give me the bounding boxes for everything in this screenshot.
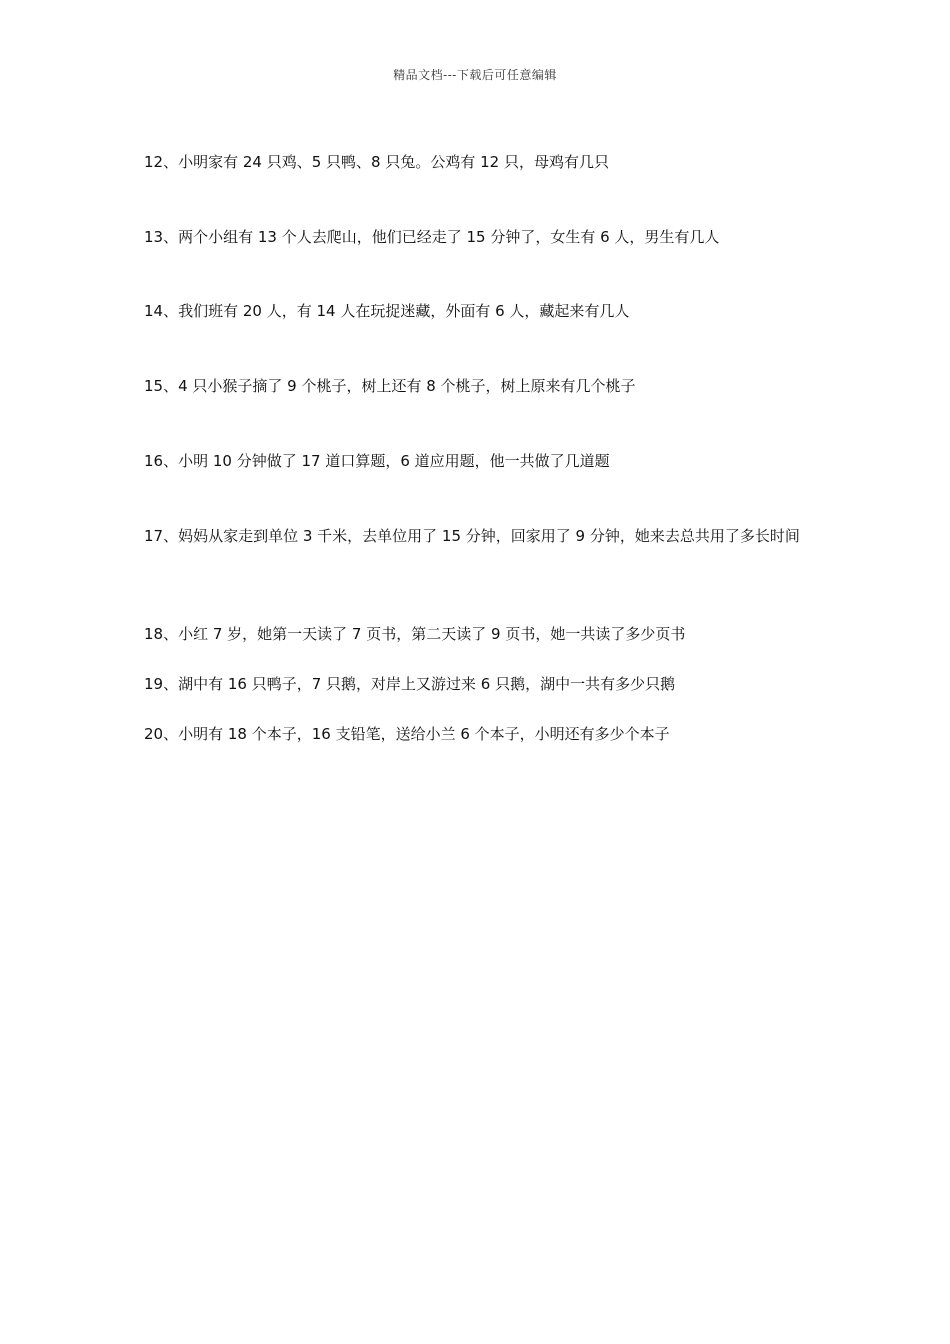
question-13: 13、两个小组有 13 个人去爬山，他们已经走了 15 分钟了，女生有 6 人，男生有几人	[144, 228, 720, 246]
question-15: 15、4 只小猴子摘了 9 个桃子，树上还有 8 个桃子，树上原来有几个桃子	[144, 377, 636, 395]
page-header: 精品文档---下载后可任意编辑	[393, 68, 557, 82]
question-16: 16、小明 10 分钟做了 17 道口算题，6 道应用题，他一共做了几道题	[144, 452, 610, 470]
question-12: 12、小明家有 24 只鸡、5 只鸭、8 只兔。公鸡有 12 只，母鸡有几只	[144, 153, 609, 171]
question-17: 17、妈妈从家走到单位 3 千米，去单位用了 15 分钟，回家用了 9 分钟，她来去总共用了多长时间	[144, 527, 800, 545]
question-18: 18、小红 7 岁，她第一天读了 7 页书，第二天读了 9 页书，她一共读了多少页书	[144, 625, 686, 643]
question-19: 19、湖中有 16 只鸭子，7 只鹅，对岸上又游过来 6 只鹅，湖中一共有多少只鹅	[144, 675, 676, 693]
question-14: 14、我们班有 20 人，有 14 人在玩捉迷藏，外面有 6 人，藏起来有几人	[144, 302, 630, 320]
question-20: 20、小明有 18 个本子，16 支铅笔，送给小兰 6 个本子，小明还有多少个本子	[144, 725, 670, 743]
